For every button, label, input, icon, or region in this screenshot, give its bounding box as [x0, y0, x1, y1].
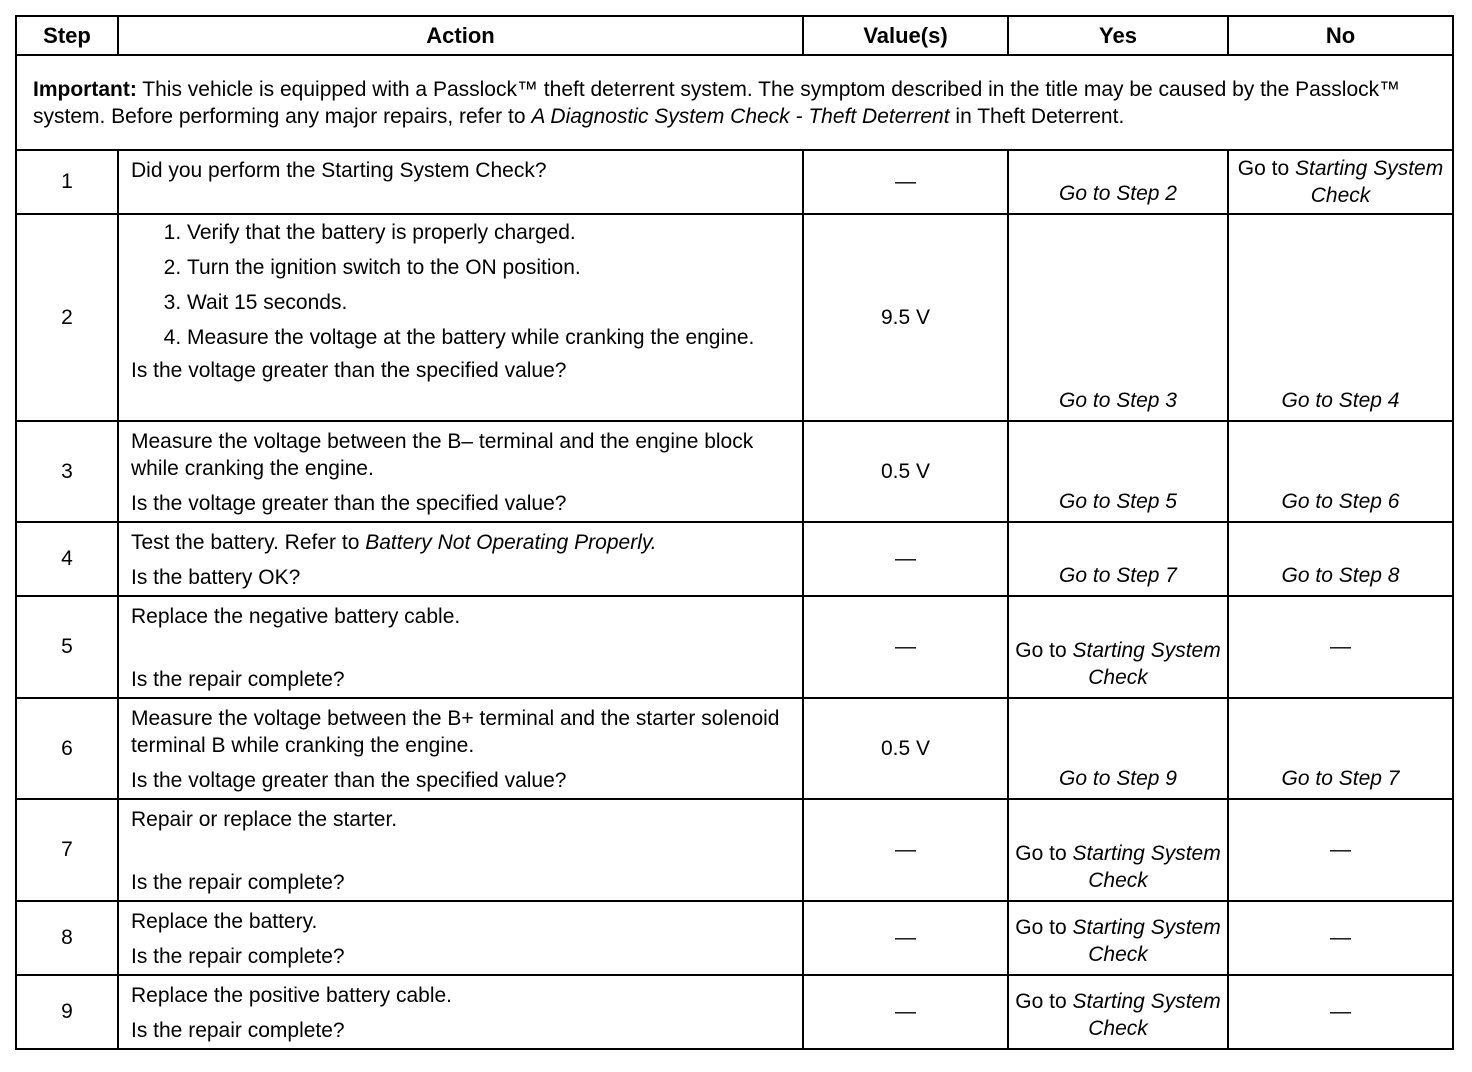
- action-list: [131, 219, 790, 351]
- header-yes: Yes: [1008, 16, 1228, 55]
- no-prefix: Go to: [1237, 157, 1295, 180]
- step-number: 6: [16, 698, 118, 799]
- value-cell: —: [803, 150, 1008, 214]
- no-cell: [1228, 150, 1453, 214]
- important-text-2: in Theft Deterrent.: [949, 104, 1125, 128]
- no-reference: Starting System Check: [1294, 157, 1444, 207]
- action-text: Measure the voltage between the B+ terminal and the starter solenoid terminal B while cranking the engine.: [131, 707, 780, 757]
- action-text: Replace the negative battery cable.: [131, 605, 461, 628]
- yes-cell: Go to Step 3: [1008, 214, 1228, 421]
- action-cell: [118, 698, 803, 799]
- header-action: Action: [118, 16, 803, 55]
- yes-reference: Starting System Check: [1072, 842, 1221, 892]
- header-no: No: [1228, 16, 1453, 55]
- list-item: 2. Turn the ignition switch to the ON position.: [187, 254, 790, 281]
- list-item: 4. Measure the voltage at the battery while cranking the engine.: [187, 324, 790, 351]
- step-number: 9: [16, 975, 118, 1049]
- table-row: [16, 975, 1453, 1049]
- header-values: Value(s): [803, 16, 1008, 55]
- table-row: [16, 698, 1453, 799]
- value-cell: 0.5 V: [803, 698, 1008, 799]
- table-row: [16, 799, 1453, 901]
- question-text: Is the voltage greater than the specified value?: [131, 769, 567, 792]
- no-cell: —: [1228, 901, 1453, 975]
- header-step: Step: [16, 16, 118, 55]
- action-cell: [118, 799, 803, 901]
- important-note: [16, 55, 1453, 150]
- value-cell: —: [803, 596, 1008, 698]
- yes-cell: Go to Step 9: [1008, 698, 1228, 799]
- yes-cell: [1008, 901, 1228, 975]
- important-label: Important:: [33, 77, 137, 101]
- action-text: Measure the voltage between the B– terminal and the engine block while cranking the engine.: [131, 430, 754, 480]
- yes-reference: Starting System Check: [1072, 990, 1221, 1040]
- step-number: 7: [16, 799, 118, 901]
- action-cell: [118, 214, 803, 421]
- step-number: 1: [16, 150, 118, 214]
- question-text: Is the repair complete?: [131, 1019, 345, 1042]
- question-text: Is the voltage greater than the specified value?: [131, 492, 567, 515]
- list-item: 1. Verify that the battery is properly charged.: [187, 219, 790, 246]
- value-cell: 9.5 V: [803, 214, 1008, 421]
- action-cell: [118, 596, 803, 698]
- yes-prefix: Go to: [1015, 916, 1073, 939]
- action-cell: [118, 150, 803, 214]
- yes-cell: [1008, 975, 1228, 1049]
- step-number: 5: [16, 596, 118, 698]
- step-number: 3: [16, 421, 118, 522]
- value-cell: —: [803, 901, 1008, 975]
- yes-reference: Starting System Check: [1072, 916, 1221, 966]
- yes-reference: Starting System Check: [1072, 639, 1221, 689]
- diagnostic-table: [15, 15, 1454, 1050]
- step-number: 4: [16, 522, 118, 596]
- no-cell: Go to Step 6: [1228, 421, 1453, 522]
- action-text: Replace the battery.: [131, 910, 318, 933]
- list-item: 3. Wait 15 seconds.: [187, 289, 790, 316]
- yes-cell: [1008, 799, 1228, 901]
- action-cell: [118, 901, 803, 975]
- step-number: 2: [16, 214, 118, 421]
- value-cell: 0.5 V: [803, 421, 1008, 522]
- question-text: Is the repair complete?: [131, 871, 345, 894]
- table-row: [16, 596, 1453, 698]
- table-row: [16, 150, 1453, 214]
- question-text: Is the voltage greater than the specified value?: [131, 359, 567, 382]
- action-cell: [118, 522, 803, 596]
- yes-prefix: Go to: [1015, 842, 1073, 865]
- no-cell: —: [1228, 596, 1453, 698]
- value-cell: —: [803, 975, 1008, 1049]
- no-cell: —: [1228, 799, 1453, 901]
- table-row: [16, 522, 1453, 596]
- table-row: [16, 421, 1453, 522]
- header-row: [16, 16, 1453, 55]
- yes-cell: Go to Step 5: [1008, 421, 1228, 522]
- value-cell: —: [803, 799, 1008, 901]
- no-cell: —: [1228, 975, 1453, 1049]
- table-row: [16, 214, 1453, 421]
- no-cell: Go to Step 7: [1228, 698, 1453, 799]
- action-text: Repair or replace the starter.: [131, 808, 398, 831]
- action-cell: [118, 421, 803, 522]
- step-number: 8: [16, 901, 118, 975]
- yes-cell: Go to Step 2: [1008, 150, 1228, 214]
- no-cell: Go to Step 4: [1228, 214, 1453, 421]
- value-cell: —: [803, 522, 1008, 596]
- question-text: Is the repair complete?: [131, 668, 345, 691]
- action-text: Replace the positive battery cable.: [131, 984, 453, 1007]
- question-text: Is the battery OK?: [131, 566, 301, 589]
- yes-cell: Go to Step 7: [1008, 522, 1228, 596]
- yes-cell: [1008, 596, 1228, 698]
- action-text: [131, 529, 790, 556]
- action-reference: Battery Not Operating Properly.: [365, 531, 657, 554]
- no-cell: Go to Step 8: [1228, 522, 1453, 596]
- table-row: [16, 901, 1453, 975]
- question-text: Is the repair complete?: [131, 945, 345, 968]
- important-reference: A Diagnostic System Check - Theft Deterrent: [531, 104, 950, 128]
- important-text-1: This vehicle is equipped with a Passlock™ theft deterrent system. The symptom described in the title may be caused by the Passlock™ system. Before performing any major repairs, refer to: [33, 77, 1401, 128]
- question-text: Did you perform the Starting System Check?: [131, 159, 547, 182]
- important-row: [16, 55, 1453, 150]
- action-cell: [118, 975, 803, 1049]
- yes-prefix: Go to: [1015, 990, 1073, 1013]
- yes-prefix: Go to: [1015, 639, 1073, 662]
- action-prefix: Test the battery. Refer to: [131, 531, 366, 554]
